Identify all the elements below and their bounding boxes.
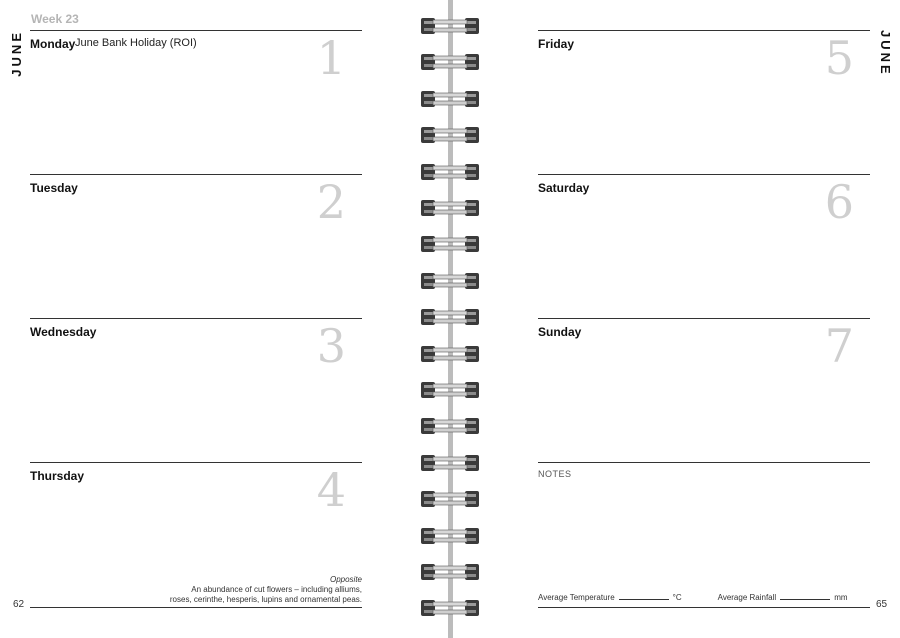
notes-block[interactable] [538, 462, 870, 607]
day-block-wednesday[interactable] [30, 318, 362, 463]
page-number-left: 62 [13, 599, 25, 610]
notes-label: NOTES [538, 469, 572, 479]
day-name: Tuesday [30, 181, 78, 195]
binding-ring [420, 454, 480, 472]
day-number: 5 [824, 31, 854, 85]
binding-ring [420, 381, 480, 399]
binding-ring [420, 272, 480, 290]
day-name: Friday [538, 37, 575, 51]
bottom-rule-left [30, 607, 362, 608]
caption-title: Opposite [329, 575, 362, 584]
page-number-right: 65 [876, 599, 888, 610]
day-block-friday[interactable] [538, 30, 870, 175]
binding-ring [420, 308, 480, 326]
day-number: 2 [316, 175, 346, 229]
day-number: 7 [824, 319, 854, 373]
binding-ring [420, 345, 480, 363]
binding-ring [420, 163, 480, 181]
rain-label: Average Rainfall [717, 593, 777, 602]
day-number: 1 [316, 31, 346, 85]
rain-unit: mm [834, 593, 848, 602]
day-number: 3 [316, 319, 346, 373]
day-number: 6 [824, 175, 854, 229]
caption-line: roses, cerinthe, hesperis, lupins and ornamental peas. [169, 595, 362, 604]
month-label-left: JUNE [9, 30, 24, 77]
day-number: 4 [316, 463, 346, 517]
temp-input-line[interactable] [619, 591, 669, 600]
day-name: Wednesday [30, 325, 97, 339]
binding-ring [420, 235, 480, 253]
day-block-sunday[interactable] [538, 318, 870, 463]
day-block-saturday[interactable] [538, 174, 870, 319]
week-label: Week 23 [31, 12, 79, 26]
rain-input-line[interactable] [780, 591, 830, 600]
weather-row [538, 591, 848, 602]
binding-ring [420, 563, 480, 581]
holiday-note: June Bank Holiday (ROI) [75, 37, 197, 49]
day-block-monday[interactable] [30, 30, 362, 175]
day-name: Sunday [538, 325, 582, 339]
day-name: Saturday [538, 181, 590, 195]
day-name: Thursday [30, 469, 85, 483]
bottom-rule-right [538, 607, 870, 608]
binding-ring [420, 417, 480, 435]
photo-caption [122, 575, 362, 605]
temp-label: Average Temperature [538, 593, 615, 602]
binding-ring [420, 199, 480, 217]
binding-ring [420, 17, 480, 35]
day-name: Monday [30, 37, 76, 51]
binding-ring [420, 527, 480, 545]
binding-ring [420, 490, 480, 508]
temp-unit: °C [672, 593, 682, 602]
day-block-tuesday[interactable] [30, 174, 362, 319]
binding-ring [420, 126, 480, 144]
binding-ring [420, 53, 480, 71]
caption-line: An abundance of cut flowers – including alliums, [191, 585, 362, 594]
day-block-thursday[interactable] [30, 462, 362, 607]
binding-ring [420, 90, 480, 108]
month-label-right: JUNE [878, 30, 893, 77]
binding-ring [420, 599, 480, 617]
